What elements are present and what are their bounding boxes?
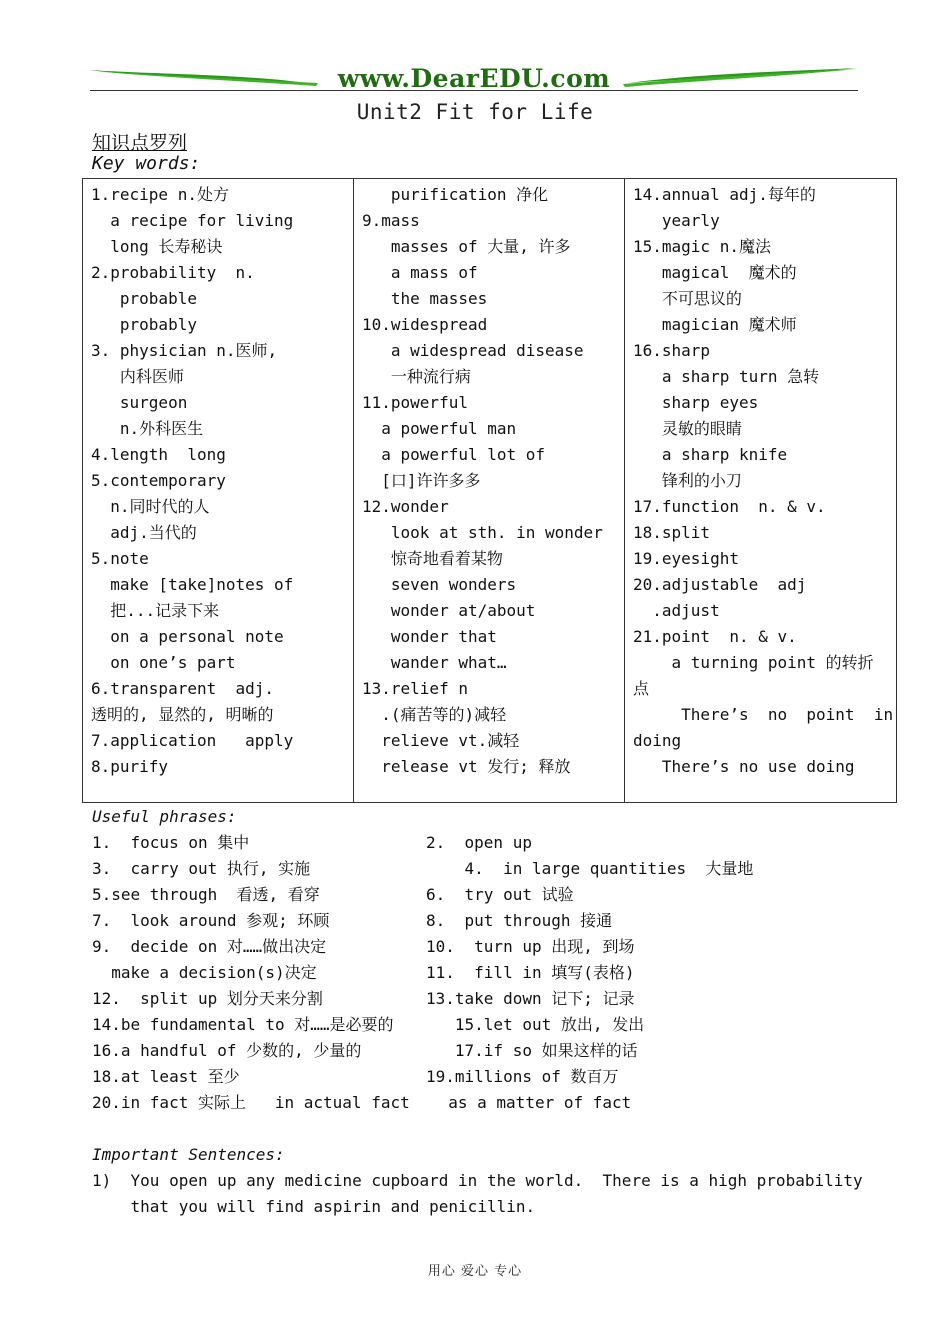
- keyword-line: There’s no use doing: [633, 757, 855, 776]
- keyword-line: surgeon: [91, 393, 188, 412]
- keywords-column-1: [83, 179, 354, 803]
- keyword-line: a powerful man: [362, 419, 517, 438]
- keyword-line: a sharp turn 急转: [633, 367, 820, 386]
- phrase-item: make a decision(s)决定: [92, 963, 317, 982]
- keyword-line: 一种流行病: [362, 367, 471, 386]
- phrase-item: 18.at least 至少: [92, 1067, 240, 1086]
- phrase-item: 20.in fact 实际上 in actual fact as a matter of fact: [92, 1093, 632, 1112]
- keyword-line: long 长寿秘诀: [91, 237, 223, 256]
- keyword-line: 透明的, 显然的, 明晰的: [91, 705, 274, 724]
- keyword-line: probably: [91, 315, 197, 334]
- footer-motto: 用心 爱心 专心: [427, 1264, 523, 1279]
- phrase-item: 3. carry out 执行, 实施: [92, 859, 311, 878]
- phrase-item: 13.take down 记下; 记录: [426, 989, 635, 1008]
- keyword-line: look at sth. in wonder: [362, 523, 603, 542]
- keyword-line: a widespread disease: [362, 341, 584, 360]
- sentence-line: 1) You open up any medicine cupboard in the world. There is a high probability: [92, 1171, 863, 1190]
- keyword-line: seven wonders: [362, 575, 517, 594]
- keyword-line: 7.application apply: [91, 731, 294, 750]
- keyword-line: adj.当代的: [91, 523, 197, 542]
- phrase-item: 5.see through 看透, 看穿: [92, 885, 320, 904]
- keyword-line: 3. physician n.医师,: [91, 341, 278, 360]
- keyword-line: 5.note: [91, 549, 149, 568]
- keyword-line: 1.recipe n.处方: [91, 185, 229, 204]
- keyword-line: .(痛苦等的)减轻: [362, 705, 507, 724]
- keyword-line: 18.split: [633, 523, 711, 542]
- keywords-column-3: [625, 179, 897, 803]
- keyword-line: yearly: [633, 211, 720, 230]
- keyword-line: 13.relief n: [362, 679, 468, 698]
- keyword-line: wonder at/about: [362, 601, 536, 620]
- phrase-item: 17.if so 如果这样的话: [426, 1041, 638, 1060]
- keyword-line: sharp eyes: [633, 393, 759, 412]
- keyword-line: 锋利的小刀: [633, 471, 742, 490]
- keyword-line: a powerful lot of: [362, 445, 546, 464]
- keyword-line: the masses: [362, 289, 488, 308]
- keywords-table: [82, 178, 897, 803]
- phrase-item: 15.let out 放出, 发出: [426, 1015, 645, 1034]
- page-title: Unit2 Fit for Life: [356, 100, 594, 124]
- keyword-line: 10.widespread: [362, 315, 488, 334]
- keyword-line: 17.function n. & v.: [633, 497, 826, 516]
- keyword-line: 11.powerful: [362, 393, 468, 412]
- phrase-item: 14.be fundamental to 对……是必要的: [92, 1015, 394, 1034]
- keyword-line: 14.annual adj.每年的: [633, 185, 816, 204]
- keywords-column-2: [354, 179, 625, 803]
- keyword-line: 点: [633, 679, 650, 698]
- keyword-line: 内科医师: [91, 367, 184, 386]
- keyword-line: a mass of: [362, 263, 478, 282]
- phrase-item: 16.a handful of 少数的, 少量的: [92, 1041, 362, 1060]
- phrase-item: 8. put through 接通: [426, 911, 613, 930]
- keyword-line: wonder that: [362, 627, 497, 646]
- section-heading: 知识点罗列: [92, 132, 188, 154]
- keyword-line: 6.transparent adj.: [91, 679, 275, 698]
- phrase-item: 11. fill in 填写(表格): [426, 963, 635, 982]
- keyword-line: masses of 大量, 许多: [362, 237, 571, 256]
- phrase-item: 4. in large quantities 大量地: [426, 859, 754, 878]
- keyword-line: relieve vt.减轻: [362, 731, 520, 750]
- keyword-line: on one’s part: [91, 653, 236, 672]
- keyword-line: .adjust: [633, 601, 720, 620]
- keyword-line: 5.contemporary: [91, 471, 226, 490]
- phrases-label: Useful phrases:: [92, 807, 237, 826]
- keyword-line: 灵敏的眼睛: [633, 419, 742, 438]
- keyword-line: 2.probability n.: [91, 263, 255, 282]
- keyword-line: 16.sharp: [633, 341, 711, 360]
- phrase-item: 12. split up 划分天来分割: [92, 989, 323, 1008]
- keyword-line: a recipe for living: [91, 211, 294, 230]
- keyword-line: 21.point n. & v.: [633, 627, 797, 646]
- phrase-item: 1. focus on 集中: [92, 833, 250, 852]
- keyword-line: a sharp knife: [633, 445, 788, 464]
- keyword-line: 把...记录下来: [91, 601, 220, 620]
- phrase-item: 10. turn up 出现, 到场: [426, 937, 635, 956]
- keywords-label: Key words:: [92, 153, 201, 174]
- keyword-line: doing: [633, 731, 682, 750]
- keyword-line: 惊奇地看着某物: [362, 549, 503, 568]
- keyword-line: magician 魔术师: [633, 315, 797, 334]
- phrase-item: 9. decide on 对……做出决定: [92, 937, 327, 956]
- keyword-line: on a personal note: [91, 627, 284, 646]
- phrase-item: 19.millions of 数百万: [426, 1067, 619, 1086]
- keyword-line: 15.magic n.魔法: [633, 237, 771, 256]
- keyword-line: 19.eyesight: [633, 549, 739, 568]
- phrase-item: 6. try out 试验: [426, 885, 574, 904]
- keyword-line: [口]许许多多: [362, 471, 481, 490]
- keyword-line: wander what…: [362, 653, 507, 672]
- keyword-line: 8.purify: [91, 757, 169, 776]
- keyword-line: n.外科医生: [91, 419, 204, 438]
- phrase-item: 2. open up: [426, 833, 532, 852]
- keyword-line: purification 净化: [362, 185, 549, 204]
- keyword-line: magical 魔术的: [633, 263, 797, 282]
- keyword-line: 20.adjustable adj: [633, 575, 807, 594]
- sentence-line: that you will find aspirin and penicillin.: [92, 1197, 536, 1216]
- keyword-line: 9.mass: [362, 211, 420, 230]
- header-divider: [90, 90, 858, 91]
- phrase-item: 7. look around 参观; 环顾: [92, 911, 330, 930]
- keyword-line: a turning point 的转折: [633, 653, 874, 672]
- keyword-line: probable: [91, 289, 197, 308]
- keyword-line: release vt 发行; 释放: [362, 757, 571, 776]
- keyword-line: make [take]notes of: [91, 575, 294, 594]
- keyword-line: n.同时代的人: [91, 497, 210, 516]
- site-url: www.DearEDU.com: [337, 64, 611, 93]
- keyword-line: There’s no point in: [633, 705, 894, 724]
- keyword-line: 不可思议的: [633, 289, 742, 308]
- keyword-line: 4.length long: [91, 445, 226, 464]
- keyword-line: 12.wonder: [362, 497, 449, 516]
- sentences-label: Important Sentences:: [92, 1145, 285, 1164]
